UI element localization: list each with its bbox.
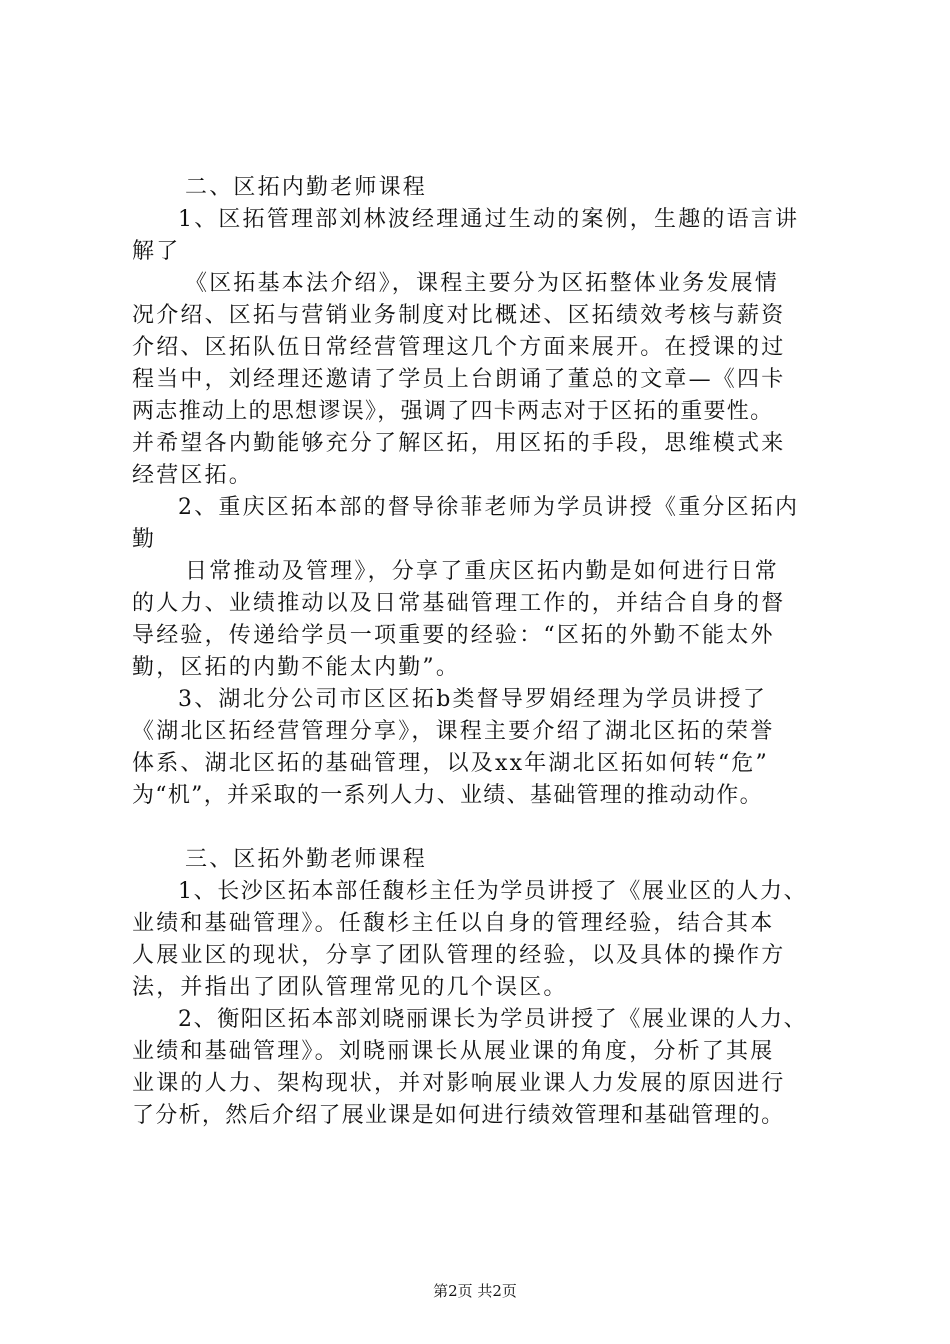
paragraph-line: 2、衡阳区拓本部刘晓丽课长为学员讲授了《展业课的人力、 [178,1007,808,1032]
paragraph-line: 为“机”，并采取的一系列人力、业绩、基础管理的推动动作。 [132,783,763,808]
paragraph-line: 勤，区拓的内勤不能太内勤”。 [132,655,461,680]
paragraph-line: 业绩和基础管理》。刘晓丽课长从展业课的角度，分析了其展 [132,1039,775,1064]
paragraph-line: 程当中，刘经理还邀请了学员上台朗诵了董总的文章—《四卡 [132,367,786,392]
paragraph-line: 体系、湖北区拓的基础管理，以及xx年湖北区拓如何转“危” [132,751,769,776]
paragraph-line: 并希望各内勤能够充分了解区拓，用区拓的手段，思维模式来 [132,431,786,456]
paragraph-line: 2、重庆区拓本部的督导徐菲老师为学员讲授《重分区拓内 [178,495,800,520]
paragraph-line: 勤 [132,527,157,552]
paragraph-line: 的人力、业绩推动以及日常基础管理工作的，并结合自身的督 [132,591,786,616]
heading-section-3: 三、区拓外勤老师课程 [185,847,428,872]
paragraph-line: 《湖北区拓经营管理分享》，课程主要介绍了湖北区拓的荣誉 [132,719,775,744]
paragraph-line: 3、湖北分公司市区区拓b类督导罗娟经理为学员讲授了 [178,687,768,712]
heading-section-2: 二、区拓内勤老师课程 [185,175,428,200]
paragraph-line: 经营区拓。 [132,463,254,488]
page-number-footer: 第2页 共2页 [433,1282,517,1300]
paragraph-line: 人展业区的现状，分享了团队管理的经验，以及具体的操作方 [132,943,786,968]
paragraph-line: 了分析，然后介绍了展业课是如何进行绩效管理和基础管理的。 [132,1103,785,1128]
paragraph-line: 解了 [132,239,181,264]
paragraph-line: 业课的人力、架构现状，并对影响展业课人力发展的原因进行 [132,1071,786,1096]
paragraph-line: 法，并指出了团队管理常见的几个误区。 [132,975,568,1000]
paragraph-line: 导经验，传递给学员一项重要的经验：“区拓的外勤不能太外 [132,623,775,648]
paragraph-line: 日常推动及管理》，分享了重庆区拓内勤是如何进行日常 [185,559,780,584]
paragraph-line: 《区拓基本法介绍》，课程主要分为区拓整体业务发展情 [185,271,780,296]
paragraph-line: 两志推动上的思想谬误》，强调了四卡两志对于区拓的重要性。 [132,399,774,424]
paragraph-line: 况介绍、区拓与营销业务制度对比概述、区拓绩效考核与薪资 [132,303,786,328]
paragraph-line: 介绍、区拓队伍日常经营管理这几个方面来展开。在授课的过 [132,335,786,360]
paragraph-line: 1、区拓管理部刘林波经理通过生动的案例，生趣的语言讲 [178,207,800,232]
paragraph-line: 业绩和基础管理》。任馥杉主任以自身的管理经验，结合其本 [132,911,775,936]
paragraph-line: 1、长沙区拓本部任馥杉主任为学员讲授了《展业区的人力、 [178,879,808,904]
